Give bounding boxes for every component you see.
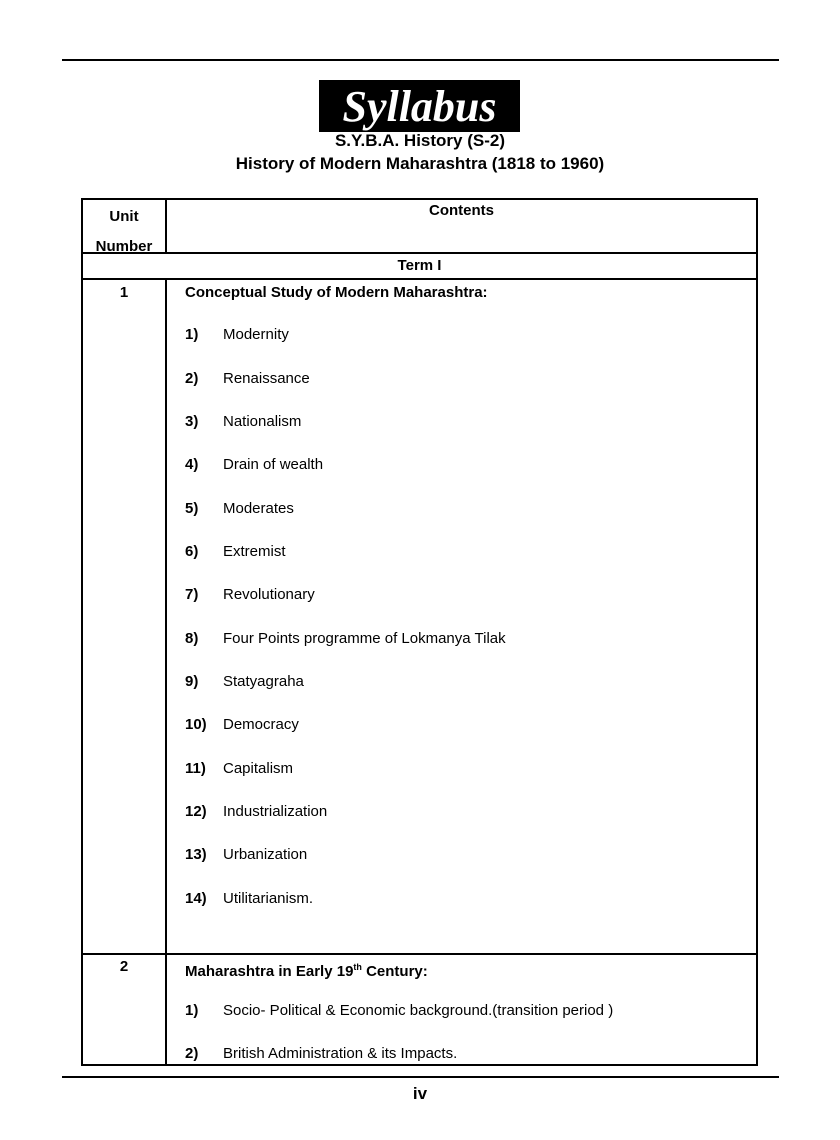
unit-heading-text: Maharashtra in Early 19 xyxy=(185,963,354,980)
syllabus-title-banner: Syllabus xyxy=(319,80,520,132)
item-number: 5) xyxy=(185,500,199,517)
item-text: Utilitarianism. xyxy=(223,890,314,907)
bottom-rule xyxy=(62,1076,779,1078)
top-rule xyxy=(62,59,779,61)
unit-heading-superscript: th xyxy=(353,962,362,972)
item-number: 1) xyxy=(185,1002,199,1019)
item-text: Moderates xyxy=(223,500,294,517)
unit-heading: Conceptual Study of Modern Maharashtra: xyxy=(185,284,488,301)
item-text: Drain of wealth xyxy=(223,456,324,473)
item-number: 1) xyxy=(185,326,199,343)
item-text: Socio- Political & Economic background.(transition period ) xyxy=(223,1002,614,1019)
item-number: 7) xyxy=(185,586,199,603)
item-number: 14) xyxy=(185,890,207,907)
item-text: British Administration & its Impacts. xyxy=(223,1045,458,1062)
unit-heading xyxy=(185,958,428,981)
item-text: Renaissance xyxy=(223,370,310,387)
contents-header: Contents xyxy=(429,202,494,219)
item-text: Democracy xyxy=(223,716,299,733)
item-text: Revolutionary xyxy=(223,586,315,603)
item-text: Modernity xyxy=(223,326,289,343)
item-text: Urbanization xyxy=(223,846,308,863)
item-number: 10) xyxy=(185,716,207,733)
item-number: 3) xyxy=(185,413,199,430)
unit-number: 1 xyxy=(119,284,129,301)
page-number: iv xyxy=(412,1084,428,1103)
item-text: Industrialization xyxy=(223,803,328,820)
unit-header-line2: Number xyxy=(95,238,153,255)
item-number: 9) xyxy=(185,673,199,690)
unit-heading-text-end: Century: xyxy=(361,963,428,980)
item-text: Extremist xyxy=(223,543,286,560)
item-number: 11) xyxy=(185,760,206,777)
unit-header-line1: Unit xyxy=(109,208,139,225)
item-number: 8) xyxy=(185,630,199,647)
unit-number-header xyxy=(83,202,165,262)
item-number: 6) xyxy=(185,543,199,560)
item-text: Four Points programme of Lokmanya Tilak xyxy=(223,630,506,647)
item-number: 2) xyxy=(185,1045,199,1062)
item-text: Statyagraha xyxy=(223,673,304,690)
unit-number: 2 xyxy=(119,958,129,975)
term-label: Term I xyxy=(397,257,442,274)
course-subtitle: S.Y.B.A. History (S-2) xyxy=(334,131,506,150)
item-text: Capitalism xyxy=(223,760,294,777)
item-number: 2) xyxy=(185,370,199,387)
item-number: 12) xyxy=(185,803,207,820)
item-text: Nationalism xyxy=(223,413,302,430)
row-divider xyxy=(81,252,758,254)
paper-subtitle: History of Modern Maharashtra (1818 to 1960) xyxy=(235,154,605,173)
row-divider xyxy=(81,278,758,280)
row-divider xyxy=(81,953,758,955)
column-divider xyxy=(165,279,167,1066)
item-number: 4) xyxy=(185,456,199,473)
item-number: 13) xyxy=(185,846,207,863)
